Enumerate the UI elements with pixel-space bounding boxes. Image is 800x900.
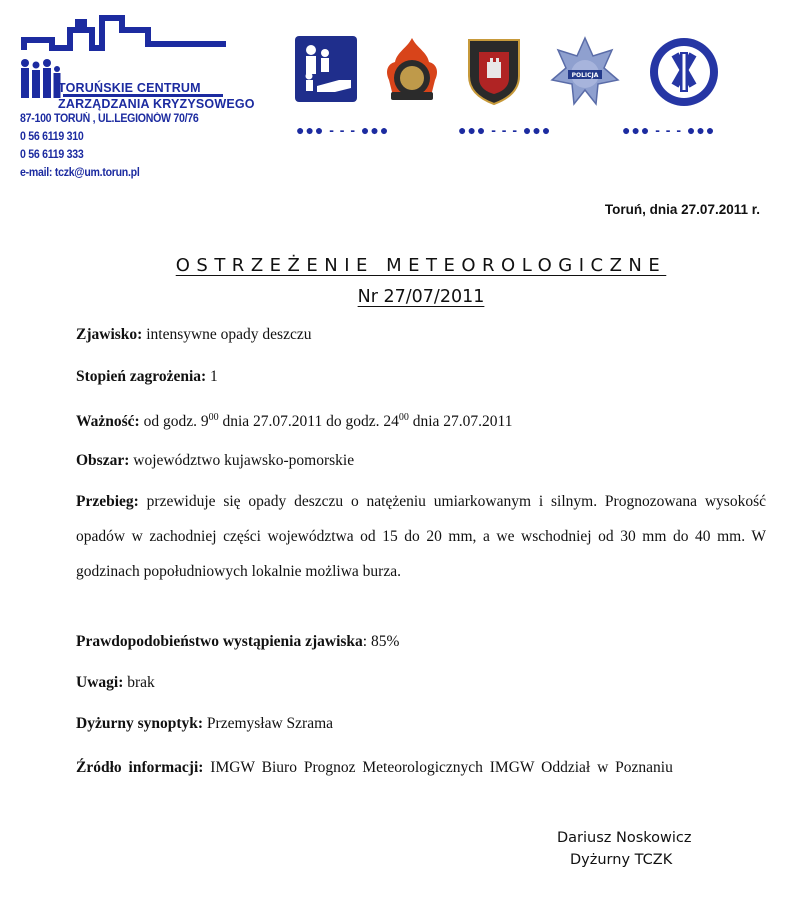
field-remarks (76, 668, 766, 697)
field-remarks-value: brak (123, 674, 155, 691)
validity-part-2: dnia 27.07.2011 do godz. 24 (218, 413, 399, 431)
signature-role: Dyżurny TCZK (570, 852, 673, 868)
org-name-line1: TORUŃSKIE CENTRUM (58, 81, 201, 95)
family-care-icon (295, 36, 357, 102)
field-validity (76, 403, 766, 436)
field-threat-label: Stopień zagrożenia: (76, 368, 207, 385)
field-source-value: IMGW Biuro Prognoz Meteorologicznych IMGW Oddział w Poznaniu (203, 759, 673, 776)
field-threat-level (76, 362, 766, 391)
signature-name: Dariusz Noskowicz (557, 830, 692, 846)
org-email: e-mail: tczk@um.torun.pl (20, 167, 140, 179)
police-star-icon (550, 36, 620, 106)
field-area-label: Obszar: (76, 452, 130, 469)
field-course-value: przewiduje się opady deszczu o natężeniu umiarkowanym i silnym. Prognozowana wysokość opadów w zachodniej części województwa od 15 do 20 mm, a we wschodniej od 30 mm do 40 mm. W godzinach popołudniowych lokalnie możliwa burza. (76, 493, 766, 580)
field-course-label: Przebieg: (76, 493, 139, 510)
decorative-dots-2: ●●● - - - ●●● (458, 122, 552, 138)
org-phone-1: 0 56 6119 310 (20, 131, 84, 143)
org-address: 87-100 TORUŃ , UL.LEGIONÓW 70/76 (20, 113, 199, 125)
place-date: Toruń, dnia 27.07.2011 r. (604, 202, 760, 217)
field-probability-value: : 85% (362, 633, 400, 650)
org-name-line2: ZARZĄDZANIA KRYZYSOWEGO (58, 97, 255, 111)
field-source (76, 752, 766, 783)
svg-text:POLICJA: POLICJA (571, 72, 599, 79)
field-remarks-label: Uwagi: (76, 674, 124, 691)
validity-sup-1: 00 (208, 412, 219, 423)
validity-part-1: od godz. 9 (139, 413, 209, 431)
field-validity-label: Ważność: (76, 413, 140, 431)
decorative-dots-1: ●●● - - - ●●● (296, 122, 390, 138)
field-course (76, 484, 766, 589)
medical-rescue-icon (648, 36, 720, 108)
field-forecaster-label: Dyżurny synoptyk: (76, 715, 204, 732)
document-title: OSTRZEŻENIE METEOROLOGICZNE (175, 255, 667, 276)
field-phenomenon-value: intensywne opady deszczu (142, 326, 312, 343)
field-area (76, 446, 766, 475)
field-forecaster-value: Przemysław Szrama (203, 715, 334, 732)
field-forecaster (76, 709, 766, 738)
field-source-label: Źródło informacji: (76, 759, 204, 776)
field-area-value: województwo kujawsko-pomorskie (129, 452, 355, 469)
field-phenomenon (76, 320, 766, 349)
decorative-dots-3: ●●● - - - ●●● (622, 122, 716, 138)
fire-brigade-icon (383, 36, 441, 104)
field-probability-label: Prawdopodobieństwo wystąpienia zjawiska (76, 633, 363, 650)
document-number: Nr 27/07/2011 (357, 287, 485, 307)
field-phenomenon-label: Zjawisko: (76, 326, 143, 343)
org-phone-2: 0 56 6119 333 (20, 149, 84, 161)
validity-part-3: dnia 27.07.2011 (408, 413, 513, 431)
validity-sup-2: 00 (398, 412, 409, 423)
field-probability (76, 627, 766, 656)
city-guard-badge-icon (465, 36, 523, 106)
field-threat-value: 1 (206, 368, 218, 385)
